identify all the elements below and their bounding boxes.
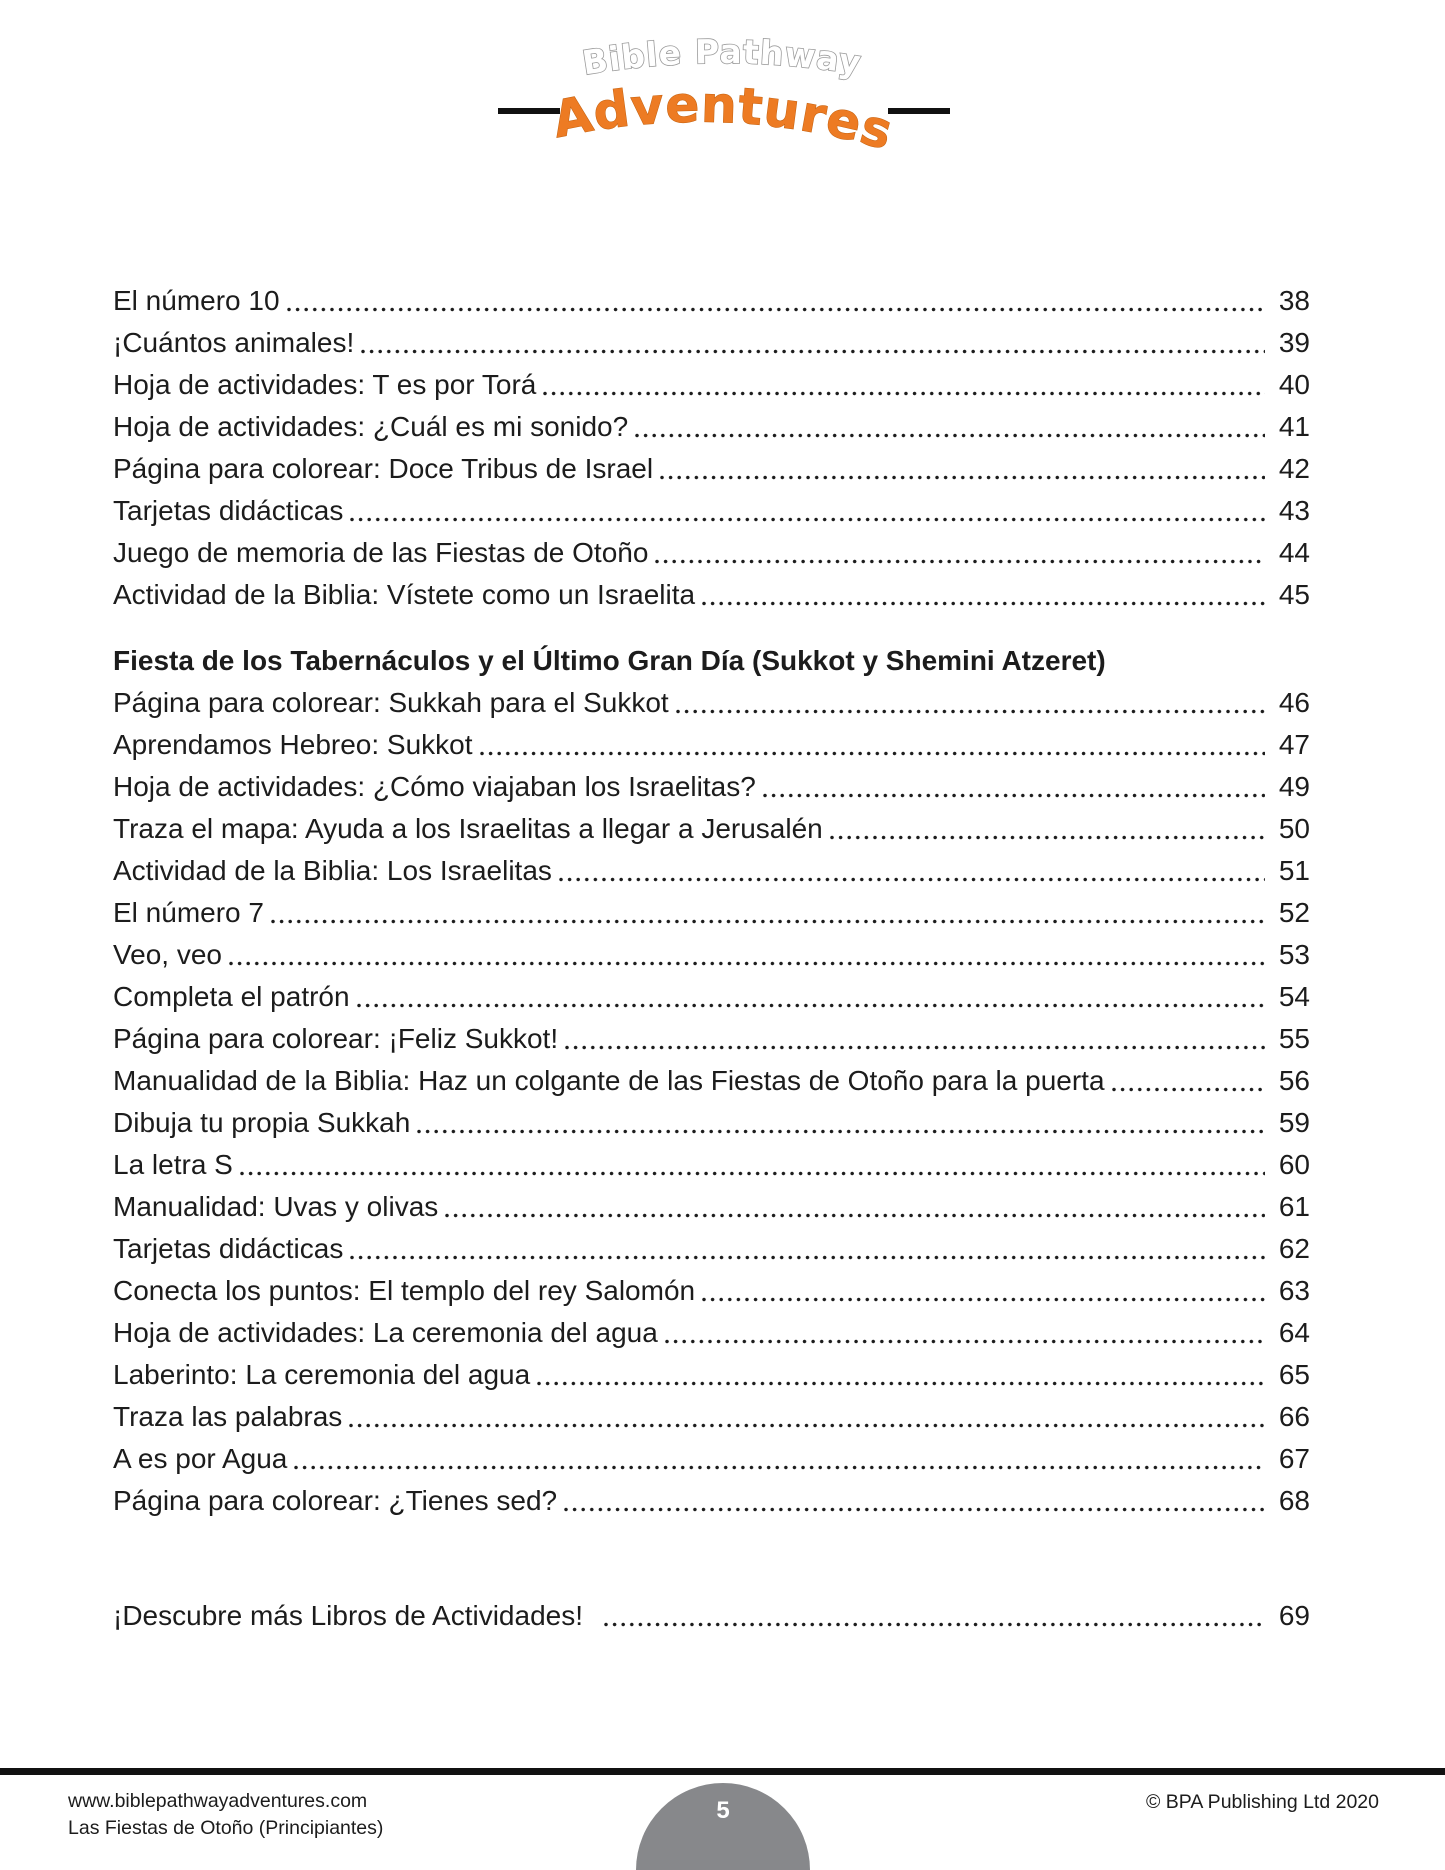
toc-page-number: 44 xyxy=(1278,537,1310,568)
toc-entry-title: Completa el patrón xyxy=(113,981,350,1012)
toc-entry-title: Página para colorear: Sukkah para el Sukkot xyxy=(113,687,669,718)
toc-page-number: 40 xyxy=(1278,369,1310,400)
toc-leader-dots xyxy=(417,1129,1265,1134)
toc-leader-dots xyxy=(830,835,1265,840)
toc-leader-dots xyxy=(287,307,1265,312)
toc-row xyxy=(113,1312,1310,1354)
toc-leader-dots xyxy=(564,1507,1265,1512)
toc-entry-title: Dibuja tu propia Sukkah xyxy=(113,1107,411,1138)
toc-leader-dots xyxy=(660,475,1265,480)
toc-row xyxy=(113,532,1310,574)
toc-entry-title: ¡Descubre más Libros de Actividades! xyxy=(113,1600,583,1631)
toc-page-number: 41 xyxy=(1278,411,1310,442)
toc-page-number: 60 xyxy=(1278,1149,1310,1180)
toc-entry-title: Hoja de actividades: ¿Cuál es mi sonido? xyxy=(113,411,629,442)
toc-leader-dots xyxy=(480,751,1265,756)
toc-entry-title: Laberinto: La ceremonia del agua xyxy=(113,1359,531,1390)
toc-row xyxy=(113,1354,1310,1396)
footer-divider xyxy=(0,1768,1445,1775)
toc-leader-dots xyxy=(294,1465,1265,1470)
toc-row xyxy=(113,976,1310,1018)
toc-page-number: 46 xyxy=(1278,687,1310,718)
toc-entry-title: Conecta los puntos: El templo del rey Salomón xyxy=(113,1275,696,1306)
toc-entry-title: A es por Agua xyxy=(113,1443,288,1474)
footer-booklet-title: Las Fiestas de Otoño (Principiantes) xyxy=(68,1817,384,1839)
toc-leader-dots xyxy=(537,1381,1265,1386)
toc-row xyxy=(113,934,1310,976)
toc-leader-dots xyxy=(349,1423,1265,1428)
toc-leader-dots xyxy=(665,1339,1265,1344)
page-number: 5 xyxy=(716,1797,730,1824)
toc-entry-title: Juego de memoria de las Fiestas de Otoño xyxy=(113,537,649,568)
toc-row xyxy=(113,1270,1310,1312)
toc-entry-title: Hoja de actividades: ¿Cómo viajaban los Israelitas? xyxy=(113,771,756,802)
toc-page-number: 69 xyxy=(1278,1600,1310,1631)
toc-leader-dots xyxy=(676,709,1265,714)
toc-row xyxy=(113,490,1310,532)
toc-entry-title: Aprendamos Hebreo: Sukkot xyxy=(113,729,473,760)
toc-entry-title: Tarjetas didácticas xyxy=(113,1233,344,1264)
toc-entry-title: Página para colorear: ¡Feliz Sukkot! xyxy=(113,1023,559,1054)
toc-row xyxy=(113,1228,1310,1270)
logo-line2: Adventures xyxy=(548,75,900,162)
toc-leader-dots xyxy=(271,919,1265,924)
toc-row xyxy=(113,1102,1310,1144)
toc-leader-dots xyxy=(604,1622,1265,1627)
logo-line1: Bible Pathway xyxy=(579,31,865,83)
toc-entry-title: Página para colorear: ¿Tienes sed? xyxy=(113,1485,558,1516)
toc-page-number: 52 xyxy=(1278,897,1310,928)
toc-row xyxy=(113,1186,1310,1228)
toc-leader-dots xyxy=(1112,1087,1265,1092)
toc-page-number: 53 xyxy=(1278,939,1310,970)
toc-leader-dots xyxy=(350,1255,1265,1260)
toc-entry-title: Traza el mapa: Ayuda a los Israelitas a llegar a Jerusalén xyxy=(113,813,823,844)
toc-page-number: 67 xyxy=(1278,1443,1310,1474)
toc-entry-title: El número 7 xyxy=(113,897,264,928)
toc-row xyxy=(113,1060,1310,1102)
toc-row xyxy=(113,1595,1310,1637)
toc-leader-dots xyxy=(350,517,1265,522)
toc-leader-dots xyxy=(559,877,1265,882)
toc-page-number: 39 xyxy=(1278,327,1310,358)
toc-page-number: 63 xyxy=(1278,1275,1310,1306)
footer-left xyxy=(68,1788,383,1842)
toc-row xyxy=(113,1396,1310,1438)
toc-page-number: 64 xyxy=(1278,1317,1310,1348)
toc-row xyxy=(113,766,1310,808)
toc-leader-dots xyxy=(655,559,1265,564)
toc-row xyxy=(113,406,1310,448)
toc-leader-dots xyxy=(361,349,1265,354)
toc-leader-dots xyxy=(635,433,1265,438)
toc-row xyxy=(113,574,1310,616)
toc-row xyxy=(113,850,1310,892)
toc-row xyxy=(113,1018,1310,1060)
toc-entry-title: La letra S xyxy=(113,1149,233,1180)
toc-page-number: 61 xyxy=(1278,1191,1310,1222)
toc-leader-dots xyxy=(229,961,1265,966)
toc-entry-title: Traza las palabras xyxy=(113,1401,343,1432)
toc-page-number: 59 xyxy=(1278,1107,1310,1138)
toc-leader-dots xyxy=(357,1003,1265,1008)
toc-leader-dots xyxy=(565,1045,1265,1050)
toc-entry-title: ¡Cuántos animales! xyxy=(113,327,355,358)
toc-leader-dots xyxy=(702,601,1265,606)
toc-leader-dots xyxy=(702,1297,1265,1302)
footer-website: www.biblepathwayadventures.com xyxy=(68,1790,368,1812)
toc-entry-title: El número 10 xyxy=(113,285,280,316)
toc-row xyxy=(113,1144,1310,1186)
toc-row xyxy=(113,1438,1310,1480)
toc-list xyxy=(113,280,1310,1637)
toc-row xyxy=(113,724,1310,766)
toc-page-number: 66 xyxy=(1278,1401,1310,1432)
toc-page-number: 42 xyxy=(1278,453,1310,484)
toc-leader-dots xyxy=(240,1171,1265,1176)
toc-page-number: 38 xyxy=(1278,285,1310,316)
toc-row xyxy=(113,808,1310,850)
toc-page-number: 51 xyxy=(1278,855,1310,886)
toc-entry-title: Manualidad: Uvas y olivas xyxy=(113,1191,439,1222)
toc-entry-title: Tarjetas didácticas xyxy=(113,495,344,526)
toc-entry-title: Página para colorear: Doce Tribus de Israel xyxy=(113,453,654,484)
toc-entry-title: Manualidad de la Biblia: Haz un colgante de las Fiestas de Otoño para la puerta xyxy=(113,1065,1105,1096)
toc-page-number: 49 xyxy=(1278,771,1310,802)
footer-copyright: © BPA Publishing Ltd 2020 xyxy=(1145,1791,1379,1813)
toc-page-number: 47 xyxy=(1278,729,1310,760)
toc-section-header: Fiesta de los Tabernáculos y el Último Gran Día (Sukkot y Shemini Atzeret) xyxy=(113,645,1106,676)
logo xyxy=(392,18,1052,178)
toc-page-number: 68 xyxy=(1278,1485,1310,1516)
toc-page-number: 43 xyxy=(1278,495,1310,526)
toc-leader-dots xyxy=(445,1213,1265,1218)
toc-row xyxy=(113,1480,1310,1522)
toc-entry-title: Actividad de la Biblia: Vístete como un Israelita xyxy=(113,579,696,610)
toc-page-number: 62 xyxy=(1278,1233,1310,1264)
toc-row xyxy=(113,322,1310,364)
toc-entry-title: Hoja de actividades: La ceremonia del agua xyxy=(113,1317,658,1348)
toc-row xyxy=(113,892,1310,934)
logo-graphic xyxy=(392,18,1052,178)
toc-leader-dots xyxy=(763,793,1265,798)
toc-entry-title: Actividad de la Biblia: Los Israelitas xyxy=(113,855,552,886)
toc-row xyxy=(113,448,1310,490)
page-number-badge xyxy=(636,1783,810,1870)
toc-page-number: 56 xyxy=(1278,1065,1310,1096)
toc-page-number: 54 xyxy=(1278,981,1310,1012)
toc-page-number: 65 xyxy=(1278,1359,1310,1390)
toc-row xyxy=(113,682,1310,724)
toc-page-number: 45 xyxy=(1278,579,1310,610)
toc-row xyxy=(113,364,1310,406)
toc-leader-dots xyxy=(543,391,1265,396)
toc-row xyxy=(113,280,1310,322)
toc-entry-title: Hoja de actividades: T es por Torá xyxy=(113,369,537,400)
toc-page-number: 55 xyxy=(1278,1023,1310,1054)
toc-page-number: 50 xyxy=(1278,813,1310,844)
toc-entry-title: Veo, veo xyxy=(113,939,222,970)
